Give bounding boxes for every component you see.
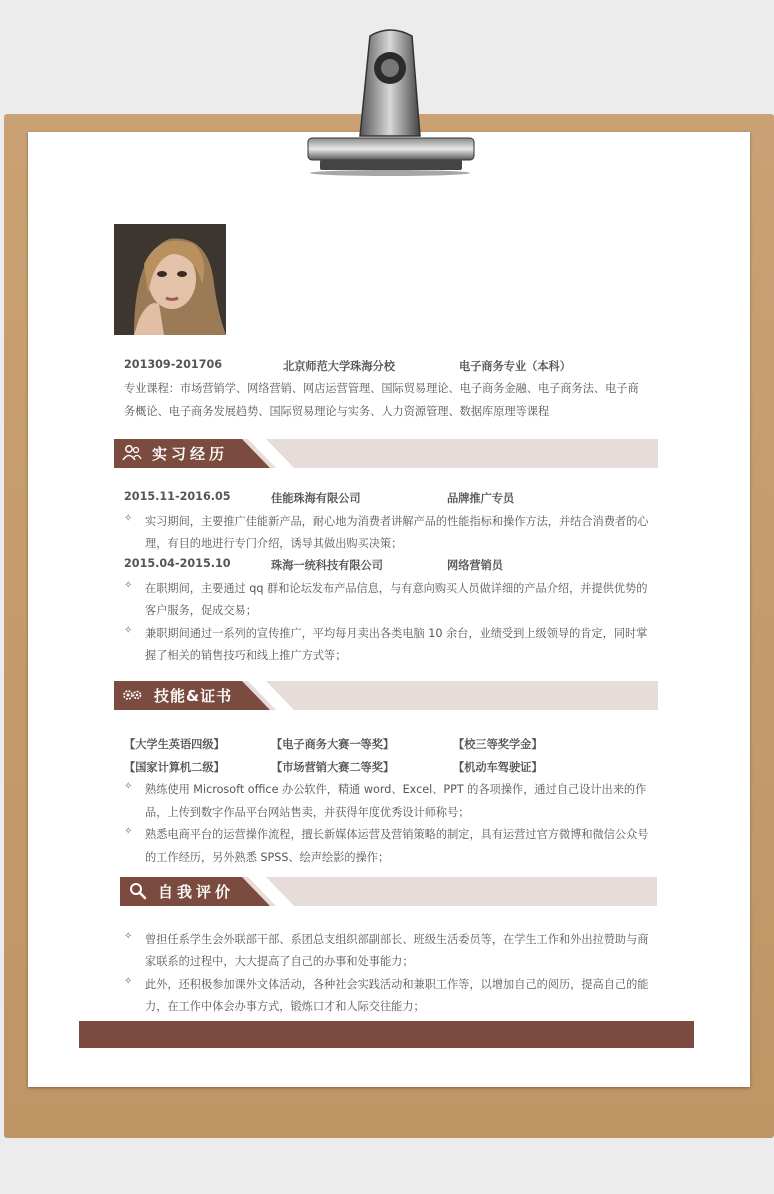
job2-role: 网络营销员 [447, 559, 503, 572]
job1-role: 品牌推广专员 [447, 492, 515, 505]
job2-bullet2-line2: 握了相关的销售技巧和线上推广方式等； [145, 649, 347, 662]
section-title-skills: 技能&证书 [154, 687, 233, 705]
skills-bullet2-line2: 的工作经历，另外熟悉 SPSS、绘声绘影的操作； [145, 851, 390, 864]
self-eval-bullet2-line1: 此外，还积极参加课外文体活动，各种社会实践活动和兼职工作等，以增加自己的阅历，提高自己的能 [145, 978, 649, 991]
footer-bar [79, 1021, 694, 1048]
cert-r1c2: 【电子商务大赛一等奖】 [271, 738, 395, 751]
gears-icon [122, 686, 142, 704]
education-courses-line2: 务概论、电子商务发展趋势、国际贸易理论与实务、人力资源管理、数据库原理等课程 [124, 405, 550, 418]
binder-clip-icon [300, 26, 476, 176]
job2-bullet2-line1: 兼职期间通过一系列的宣传推广，平均每月卖出各类电脑 10 余台，业绩受到上级领导的肯定，同时掌 [145, 627, 648, 640]
section-title-self-eval: 自我评价 [158, 883, 235, 901]
bullet-diamond-icon: ✧ [124, 976, 133, 987]
job2-bullet1-line2: 客户服务，促成交易； [145, 604, 257, 617]
skills-bullet1-line1: 熟练使用 Microsoft office 办公软件，精通 word、Excel、PPT 的各项操作，通过自己设计出来的作 [145, 783, 647, 796]
magnifier-icon [128, 882, 148, 900]
job2-company: 珠海一统科技有限公司 [271, 559, 383, 572]
job1-bullet1-line1: 实习期间，主要推广佳能新产品，耐心地为消费者讲解产品的性能指标和操作方法，并结合消费者的心 [145, 515, 649, 528]
job2-period: 2015.04-2015.10 [124, 557, 231, 570]
section-header-internship [114, 439, 658, 469]
section-header-skills [114, 681, 658, 711]
skills-bullet1-line2: 品，上传到数字作品平台网站售卖，并获得年度优秀设计师称号； [145, 806, 470, 819]
people-icon [122, 444, 142, 462]
education-major: 电子商务专业（本科） [459, 360, 571, 373]
education-period: 201309-201706 [124, 358, 223, 371]
self-eval-bullet2-line2: 力，在工作中体会办事方式，锻炼口才和人际交往能力； [145, 1000, 425, 1013]
skills-bullet2-line1: 熟悉电商平台的运营操作流程，擅长新媒体运营及营销策略的制定，具有运营过官方微博和微信公众号 [145, 828, 649, 841]
bullet-diamond-icon: ✧ [124, 826, 133, 837]
education-courses-line1: 专业课程：市场营销学、网络营销、网店运营管理、国际贸易理论、电子商务金融、电子商务法、电子商 [124, 382, 639, 395]
bullet-diamond-icon: ✧ [124, 580, 133, 591]
profile-photo [114, 224, 226, 335]
cert-r2c1: 【国家计算机二级】 [124, 761, 225, 774]
cert-r2c2: 【市场营销大赛二等奖】 [271, 761, 395, 774]
job1-bullet1-line2: 理，有目的地进行专门介绍，诱导其做出购买决策； [145, 537, 403, 550]
section-header-self-eval [120, 877, 657, 907]
job2-bullet1-line1: 在职期间，主要通过 qq 群和论坛发布产品信息，与有意向购买人员做详细的产品介绍，并提供优势的 [145, 582, 648, 595]
self-eval-bullet1-line2: 家联系的过程中，大大提高了自己的办事和处事能力； [145, 955, 414, 968]
cert-r1c3: 【校三等奖学金】 [453, 738, 543, 751]
cert-r1c1: 【大学生英语四级】 [124, 738, 225, 751]
bullet-diamond-icon: ✧ [124, 513, 133, 524]
education-school: 北京师范大学珠海分校 [283, 360, 395, 373]
job1-period: 2015.11-2016.05 [124, 490, 231, 503]
bullet-diamond-icon: ✧ [124, 625, 133, 636]
self-eval-bullet1-line1: 曾担任系学生会外联部干部、系团总支组织部副部长、班级生活委员等，在学生工作和外出拉赞助与商 [145, 933, 649, 946]
bullet-diamond-icon: ✧ [124, 781, 133, 792]
bullet-diamond-icon: ✧ [124, 931, 133, 942]
cert-r2c3: 【机动车驾驶证】 [453, 761, 543, 774]
job1-company: 佳能珠海有限公司 [271, 492, 361, 505]
section-title-internship: 实习经历 [152, 445, 229, 463]
